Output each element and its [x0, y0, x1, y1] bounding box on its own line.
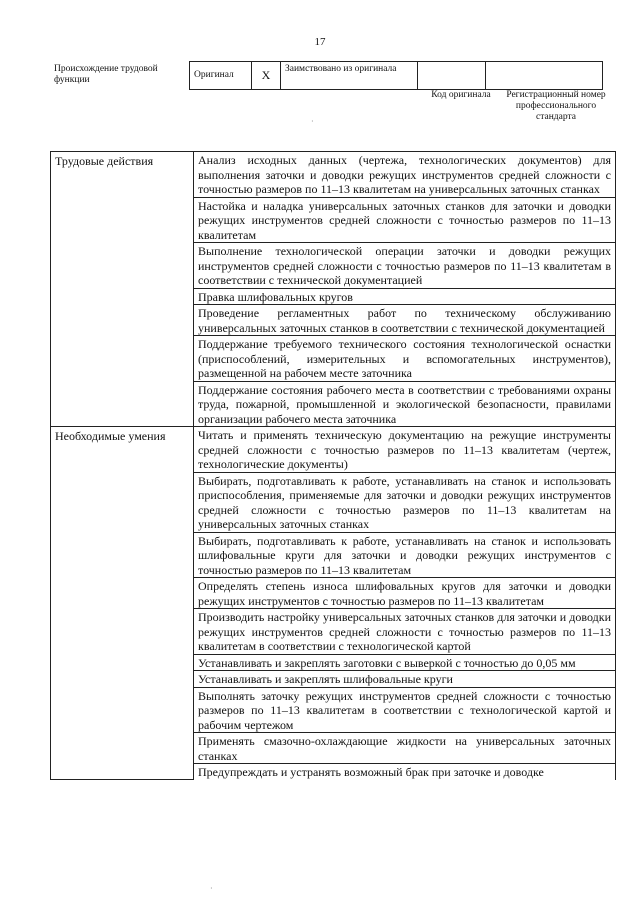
table-cell: Поддержание состояния рабочего места в соответствии с требованиями охраны труда, пожарной, промышленной и экологической безопасности, правилами организации рабочего места заточника	[194, 381, 616, 427]
table-cell: Поддержание требуемого технического состояния технологической оснастки (приспособлений, измерительных и вспомогательных инструментов), размещенной на рабочем месте заточника	[194, 336, 616, 382]
table-cell: Выполнять заточку режущих инструментов средней сложности с точностью размеров по 11–13 квалитетам в соответствии с технологической картой и рабочим чертежом	[194, 687, 616, 733]
reg-cell	[486, 62, 603, 90]
table-cell: Применять смазочно-охлаждающие жидкости на универсальных заточных станках	[194, 733, 616, 764]
table-cell: Анализ исходных данных (чертежа, технологических документов) для выполнения заточки и доводки режущих инструментов средней сложности с точностью размеров по 11–13 квалитетам на универсальных заточных станках	[194, 152, 616, 198]
labor-function-table	[50, 151, 616, 780]
borrowed-label: Заимствовано из оригинала	[281, 62, 418, 90]
original-mark: X	[252, 62, 281, 90]
table-cell: Выполнение технологической операции заточки и доводки режущих инструментов средней сложности с точностью размеров по 11–13 квалитетам в соответствии с технической документацией	[194, 243, 616, 289]
reg-number-label: Регистрационный номер профессионального стандарта	[506, 90, 606, 122]
table-cell: Производить настройку универсальных заточных станков для заточки и доводки режущих инструментов средней сложности с точностью размеров по 11–13 квалитетам в соответствии с технологической картой	[194, 609, 616, 655]
table-cell: Проведение регламентных работ по техническому обслуживанию универсальных заточных станков в соответствии с технической документацией	[194, 305, 616, 336]
table-row	[51, 427, 616, 473]
table-cell: Настойка и наладка универсальных заточных станков для заточки и доводки режущих инструментов средней сложности с точностью размеров по 11–13 квалитетам	[194, 197, 616, 243]
code-cell	[418, 62, 486, 90]
table-cell: Читать и применять техническую документацию на режущие инструменты средней сложности с точностью размеров по 11–13 квалитетам (чертеж, технологические документы)	[194, 427, 616, 473]
section-label: Необходимые умения	[51, 427, 194, 780]
page-number: 17	[314, 36, 326, 48]
table-cell: Предупреждать и устранять возможный брак при заточке и доводке	[194, 764, 616, 780]
code-original-label: Код оригинала	[431, 90, 491, 100]
table-cell: Правка шлифовальных кругов	[194, 288, 616, 305]
scan-speck: ·	[210, 884, 213, 893]
original-label: Оригинал	[190, 62, 252, 90]
table-cell: Устанавливать и закреплять шлифовальные круги	[194, 671, 616, 688]
section-label: Трудовые действия	[51, 152, 194, 427]
table-row	[51, 152, 616, 198]
scan-speck: ·	[311, 117, 314, 126]
origin-label: Происхождение трудовой функции	[54, 64, 158, 85]
table-cell: Устанавливать и закреплять заготовки с выверкой с точностью до 0,05 мм	[194, 654, 616, 671]
table-cell: Выбирать, подготавливать к работе, устанавливать на станок и использовать приспособления, применяемые для заточки и доводки режущих инструментов средней сложности с точностью размеров по 11–13 квалитетам на универсальных заточных станках	[194, 472, 616, 532]
table-cell: Определять степень износа шлифовальных кругов для заточки и доводки режущих инструментов с точностью размеров по 11–13 квалитетам	[194, 578, 616, 609]
origin-table	[189, 61, 603, 90]
table-cell: Выбирать, подготавливать к работе, устанавливать на станок и использовать шлифовальные круги для заточки и доводки режущих инструментов с точностью размеров по 11–13 квалитетам	[194, 532, 616, 578]
